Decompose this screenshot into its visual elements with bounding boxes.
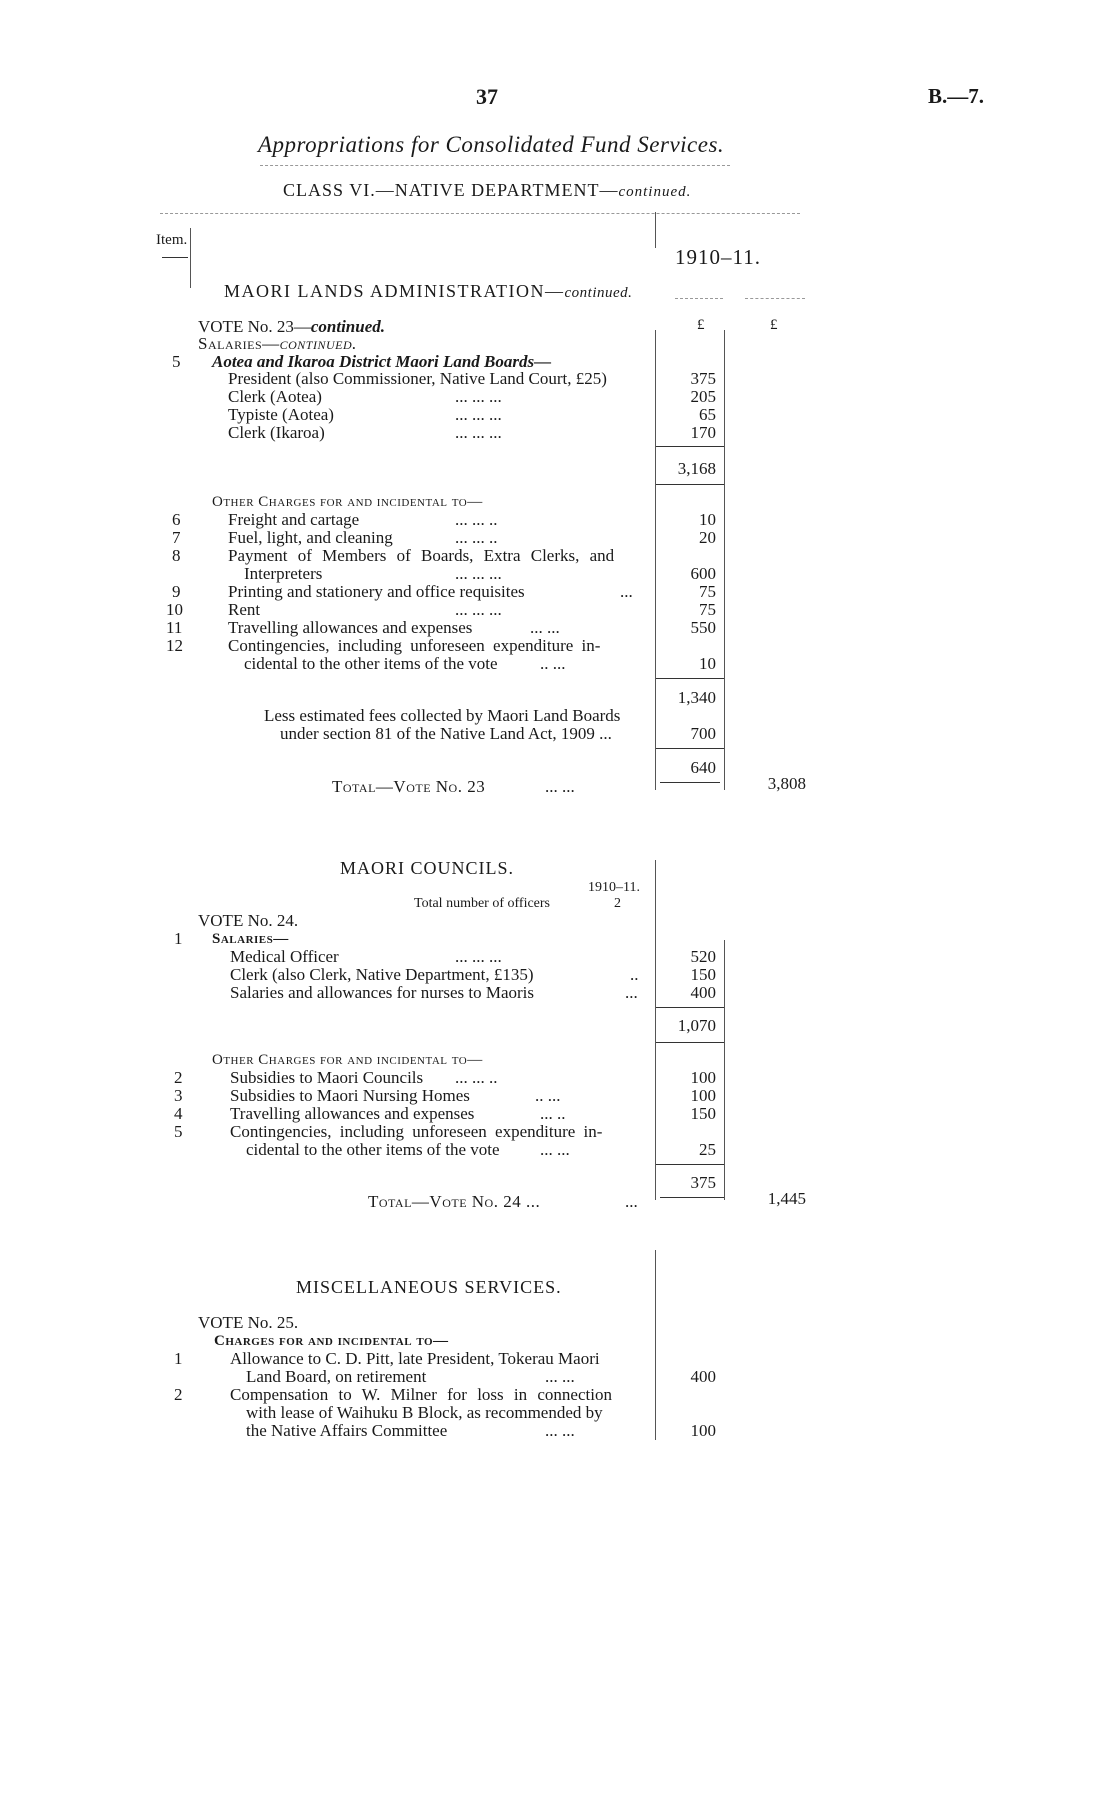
line-label: Medical Officer: [230, 947, 339, 966]
maori-councils-heading: MAORI COUNCILS.: [340, 858, 515, 878]
other-charges-heading: Other Charges for and incidental to—: [212, 1052, 483, 1068]
line-amount: 205: [690, 387, 716, 406]
total-vote-23: 3,808: [767, 774, 806, 793]
line-dots: ... ... ...: [455, 600, 502, 619]
total-vote-24: 1,445: [767, 1189, 806, 1208]
year-column-header: 1910–11.: [675, 245, 761, 269]
line-dots: .. ...: [535, 1086, 561, 1105]
line-amount: 520: [690, 947, 716, 966]
line-dots: ...: [625, 1192, 638, 1211]
line-label: Travelling allowances and expenses: [228, 618, 473, 637]
pound-symbol-2: £: [770, 317, 778, 333]
line-amount: 75: [699, 600, 716, 619]
line-label: Rent: [228, 600, 261, 619]
class-heading: CLASS VI.—NATIVE DEPARTMENT—continued.: [283, 180, 692, 200]
line-amount: 150: [690, 1104, 716, 1123]
item-number: 2: [174, 1068, 183, 1087]
item-number: 4: [174, 1104, 183, 1123]
line-label: with lease of Waihuku B Block, as recommended by: [246, 1403, 603, 1422]
item-column-header: Item.: [156, 232, 188, 248]
line-label: Clerk (Ikaroa): [228, 423, 325, 442]
item-number: 2: [174, 1385, 183, 1404]
salaries-heading: Salaries—continued.: [198, 334, 357, 353]
line-dots: ... ..: [540, 1104, 566, 1123]
line-label: Interpreters: [244, 564, 323, 583]
total-vote-24-label: Total—Vote No. 24 ...: [368, 1192, 541, 1211]
item-number: 5: [174, 1122, 183, 1141]
line-label: Land Board, on retirement: [246, 1367, 427, 1386]
line-dots: ..: [630, 965, 639, 984]
subtotal: 1,070: [677, 1016, 716, 1035]
line-amount: 10: [699, 510, 716, 529]
subtotal: 375: [690, 1173, 716, 1192]
line-label: Travelling allowances and expenses: [230, 1104, 475, 1123]
officers-label: Total number of officers: [414, 896, 550, 911]
line-amount: 550: [690, 618, 716, 637]
vote-23-heading: VOTE No. 23—continued.: [198, 317, 386, 336]
line-dots: .. ...: [540, 654, 566, 673]
item-number: 1: [174, 1349, 183, 1368]
page-number: 37: [476, 84, 498, 109]
maori-lands-heading: MAORI LANDS ADMINISTRATION—continued.: [224, 281, 633, 301]
item-number: 8: [172, 546, 181, 565]
line-dots: ... ... ...: [455, 564, 502, 583]
item-number: 1: [174, 929, 183, 948]
line-amount: 10: [699, 654, 716, 673]
less-fees-amount: 700: [690, 724, 716, 743]
line-dots: ... ...: [530, 618, 560, 637]
line-amount: 100: [690, 1421, 716, 1440]
line-dots: ...: [620, 582, 633, 601]
line-label: Clerk (also Clerk, Native Department, £135): [230, 965, 534, 984]
line-label: Fuel, light, and cleaning: [228, 528, 393, 547]
line-label: cidental to the other items of the vote: [244, 654, 498, 673]
line-label: Clerk (Aotea): [228, 387, 322, 406]
line-dots: ... ... ...: [455, 387, 502, 406]
line-label: Allowance to C. D. Pitt, late President, Tokerau Maori: [230, 1349, 600, 1368]
line-amount: 375: [690, 369, 716, 388]
line-label: Subsidies to Maori Nursing Homes: [230, 1086, 470, 1105]
total-vote-23-label: Total—Vote No. 23: [332, 777, 486, 796]
line-dots: ... ... ..: [455, 528, 498, 547]
line-dots: ... ... ...: [455, 423, 502, 442]
vote-24-heading: VOTE No. 24.: [198, 911, 299, 930]
line-label: Salaries and allowances for nurses to Maoris: [230, 983, 535, 1002]
line-dots: ... ... ..: [455, 510, 498, 529]
item-number: 12: [166, 636, 183, 655]
item-number: 5: [172, 352, 181, 371]
document-reference: B.—7.: [928, 84, 985, 108]
item-number: 9: [172, 582, 181, 601]
line-dots: ... ...: [545, 1367, 575, 1386]
line-amount: 400: [690, 1367, 716, 1386]
line-amount: 100: [690, 1086, 716, 1105]
net-amount: 640: [690, 758, 716, 777]
item-number: 3: [174, 1086, 183, 1105]
board-title: Aotea and Ikaroa District Maori Land Boards—: [212, 352, 552, 371]
charges-heading: Charges for and incidental to—: [214, 1333, 449, 1349]
line-amount: 100: [690, 1068, 716, 1087]
vote-25-heading: VOTE No. 25.: [198, 1313, 299, 1332]
line-label: Subsidies to Maori Councils: [230, 1068, 424, 1087]
subtotal: 1,340: [677, 688, 716, 707]
line-amount: 150: [690, 965, 716, 984]
line-label: Freight and cartage: [228, 510, 360, 529]
less-fees-line-1: Less estimated fees collected by Maori Land Boards: [264, 706, 621, 725]
officers-count: 2: [614, 896, 621, 911]
line-label: President (also Commissioner, Native Land Court, £25): [228, 369, 607, 388]
line-amount: 20: [699, 528, 716, 547]
other-charges-heading: Other Charges for and incidental to—: [212, 494, 483, 510]
item-number: 11: [166, 618, 183, 637]
line-label: Typiste (Aotea): [228, 405, 334, 424]
line-dots: ... ... ...: [455, 947, 502, 966]
item-number: 7: [172, 528, 181, 547]
salaries-heading: Salaries—: [212, 931, 289, 947]
line-label: the Native Affairs Committee: [246, 1421, 448, 1440]
line-dots: ... ... ..: [455, 1068, 498, 1087]
line-amount: 400: [690, 983, 716, 1002]
subtotal: 3,168: [677, 459, 716, 478]
item-number: 10: [166, 600, 183, 619]
line-label: cidental to the other items of the vote: [246, 1140, 500, 1159]
line-dots: ... ...: [540, 1140, 570, 1159]
line-amount: 65: [699, 405, 716, 424]
line-label: Contingencies, including unforeseen expenditure in-: [230, 1122, 603, 1141]
item-number: 6: [172, 510, 181, 529]
page-title: Appropriations for Consolidated Fund Services.: [258, 132, 725, 157]
officers-year: 1910–11.: [588, 880, 640, 895]
line-dots: ...: [625, 983, 638, 1002]
line-label: Contingencies, including unforeseen expenditure in-: [228, 636, 601, 655]
line-amount: 75: [699, 582, 716, 601]
line-dots: ... ... ...: [455, 405, 502, 424]
line-amount: 170: [690, 423, 716, 442]
misc-services-heading: MISCELLANEOUS SERVICES.: [296, 1277, 562, 1297]
line-label: Printing and stationery and office requisites: [228, 582, 525, 601]
line-label: Payment of Members of Boards, Extra Clerks, and: [228, 546, 615, 565]
line-amount: 25: [699, 1140, 716, 1159]
line-label: Compensation to W. Milner for loss in connection: [230, 1385, 612, 1404]
line-dots: ... ...: [545, 777, 575, 796]
less-fees-line-2: under section 81 of the Native Land Act, 1909 ...: [280, 724, 612, 743]
line-amount: 600: [690, 564, 716, 583]
pound-symbol-1: £: [697, 317, 705, 333]
line-dots: ... ...: [545, 1421, 575, 1440]
